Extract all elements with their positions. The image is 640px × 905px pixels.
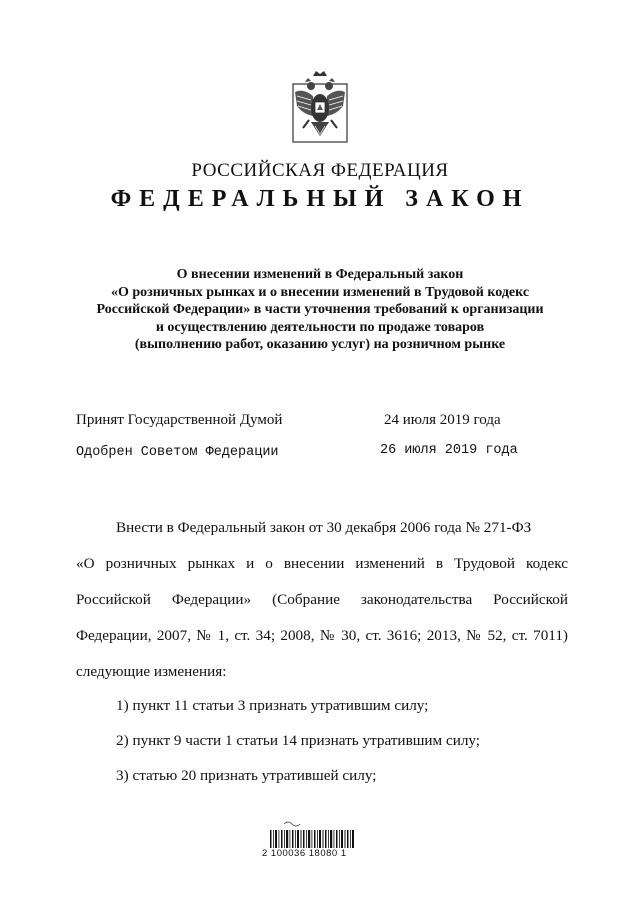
list-item: 2) пункт 9 части 1 статьи 14 признать утратившим силу; <box>116 732 481 749</box>
barcode-number: 2 100036 18080 1 <box>262 848 347 859</box>
law-title <box>60 266 580 354</box>
title-line: и осуществлению деятельности по продаже товаров <box>155 319 485 335</box>
council-approval-date: 26 июля 2019 года <box>380 443 518 458</box>
council-approval-label: Одобрен Советом Федерации <box>76 445 279 460</box>
document-type: ФЕДЕРАЛЬНЫЙ ЗАКОН <box>110 186 530 212</box>
body-line: «О розничных рынках и о внесении изменений в Трудовой кодекс <box>76 555 568 572</box>
list-item: 1) пункт 11 статьи 3 признать утратившим силу; <box>116 697 429 714</box>
title-line: Российской Федерации» в части уточнения требований к организации <box>96 302 544 317</box>
country-name: РОССИЙСКАЯ ФЕДЕРАЦИЯ <box>191 160 449 181</box>
title-line: (выполнению работ, оказанию услуг) на розничном рынке <box>134 337 506 352</box>
barcode <box>262 820 362 872</box>
coat-of-arms-icon <box>283 70 357 146</box>
body-line: Российской Федерации» (Собрание законодательства Российской <box>76 591 568 608</box>
body-line: Внести в Федеральный закон от 30 декабря 2006 года № 271-ФЗ <box>116 519 532 536</box>
list-item: 3) статью 20 признать утратившей силу; <box>116 767 377 784</box>
title-line: «О розничных рынках и о внесении изменений в Трудовой кодекс <box>110 284 530 300</box>
body-line: следующие изменения: <box>76 663 227 680</box>
duma-adoption-date: 24 июля 2019 года <box>384 412 501 428</box>
title-line: О внесении изменений в Федеральный закон <box>176 267 464 282</box>
body-line: Федерации, 2007, № 1, ст. 34; 2008, № 30, ст. 3616; 2013, № 52, ст. 7011) <box>76 627 568 644</box>
duma-adoption-label: Принят Государственной Думой <box>76 412 283 428</box>
